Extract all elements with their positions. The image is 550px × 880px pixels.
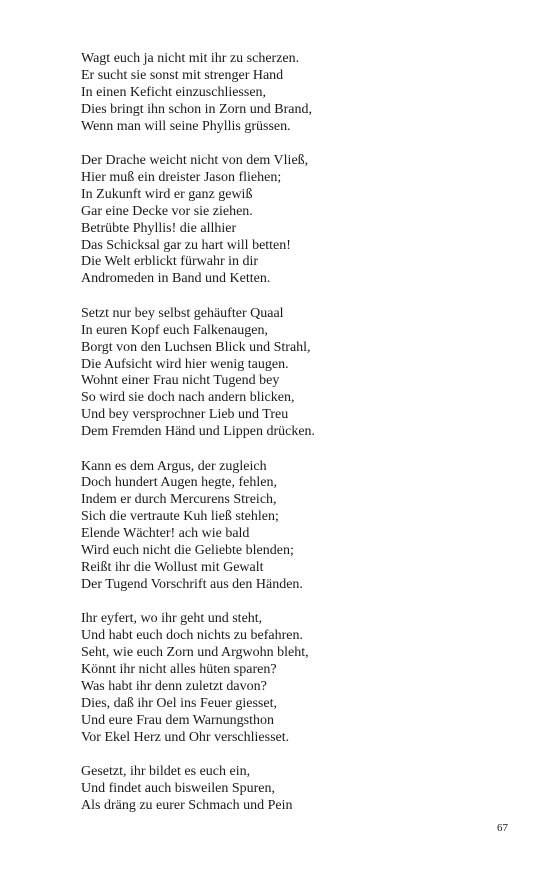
poem-line: Borgt von den Luchsen Blick und Strahl, [81,339,311,355]
poem-line: Gar eine Decke vor sie ziehen. [81,203,253,219]
poem-line: Hier muß ein dreister Jason fliehen; [81,169,282,185]
poem-line: Die Aufsicht wird hier wenig taugen. [81,356,289,372]
stanza [81,764,521,815]
stanza [81,51,521,136]
poem-line: Indem er durch Mercurens Streich, [81,492,277,508]
poem-line: Dies, daß ihr Oel ins Feuer giesset, [81,695,277,711]
poem-line: Andromeden in Band und Ketten. [81,271,271,287]
poem-line: Vor Ekel Herz und Ohr verschliesset. [81,729,290,745]
poem-line: In einen Keficht einzuschliessen, [81,84,267,100]
poem-line: Dies bringt ihn schon in Zorn und Brand, [81,101,312,117]
poem-line: Wagt euch ja nicht mit ihr zu scherzen. [81,51,300,66]
poem-line: Er sucht sie sonst mit strenger Hand [81,67,284,83]
poem-line: Dem Fremden Händ und Lippen drücken. [81,424,316,440]
poem-line: Setzt nur bey selbst gehäufter Quaal [81,305,284,321]
poem-line: Und habt euch doch nichts zu befahren. [81,628,303,644]
poem-line: Sich die vertraute Kuh ließ stehlen; [81,509,279,525]
stanza [81,306,521,441]
stanza [81,459,521,594]
stanza [81,611,521,746]
poem-line: Die Welt erblickt fürwahr in dir [81,254,259,270]
poem-line: Das Schicksal gar zu hart will betten! [81,237,291,253]
poem-line: Reißt ihr die Wollust mit Gewalt [81,559,264,575]
poem-line: Als dräng zu eurer Schmach und Pein [81,797,293,813]
poem-line: Der Tugend Vorschrift aus den Händen. [81,576,303,592]
poem-line: Wenn man will seine Phyllis grüssen. [81,118,291,134]
poem-line: Kann es dem Argus, der zugleich [81,458,267,474]
poem-line: Und findet auch bisweilen Spuren, [81,780,276,796]
poem-line: Gesetzt, ihr bildet es euch ein, [81,764,251,780]
poem-body [81,51,521,832]
poem-line: Und eure Frau dem Warnungsthon [81,712,275,728]
poem-line: Der Drache weicht nicht von dem Vließ, [81,153,309,169]
poem-line: Und bey versprochner Lieb und Treu [81,407,289,423]
page-number: 67 [497,822,508,834]
poem-line: In euren Kopf euch Falkenaugen, [81,322,268,338]
poem-line: Was habt ihr denn zuletzt davon? [81,678,267,694]
poem-line: Seht, wie euch Zorn und Argwohn bleht, [81,645,309,661]
poem-line: Doch hundert Augen hegte, fehlen, [81,475,277,491]
poem-line: So wird sie doch nach andern blicken, [81,390,295,406]
stanza [81,153,521,288]
poem-line: Ihr eyfert, wo ihr geht und steht, [81,611,263,627]
poem-line: Wird euch nicht die Geliebte blenden; [81,543,294,559]
poem-line: Elende Wächter! ach wie bald [81,526,250,542]
poem-line: In Zukunft wird er ganz gewiß [81,186,253,202]
poem-line: Könnt ihr nicht alles hüten sparen? [81,662,277,677]
poem-line: Betrübte Phyllis! die allhier [81,220,237,236]
poem-line: Wohnt einer Frau nicht Tugend bey [81,373,280,389]
